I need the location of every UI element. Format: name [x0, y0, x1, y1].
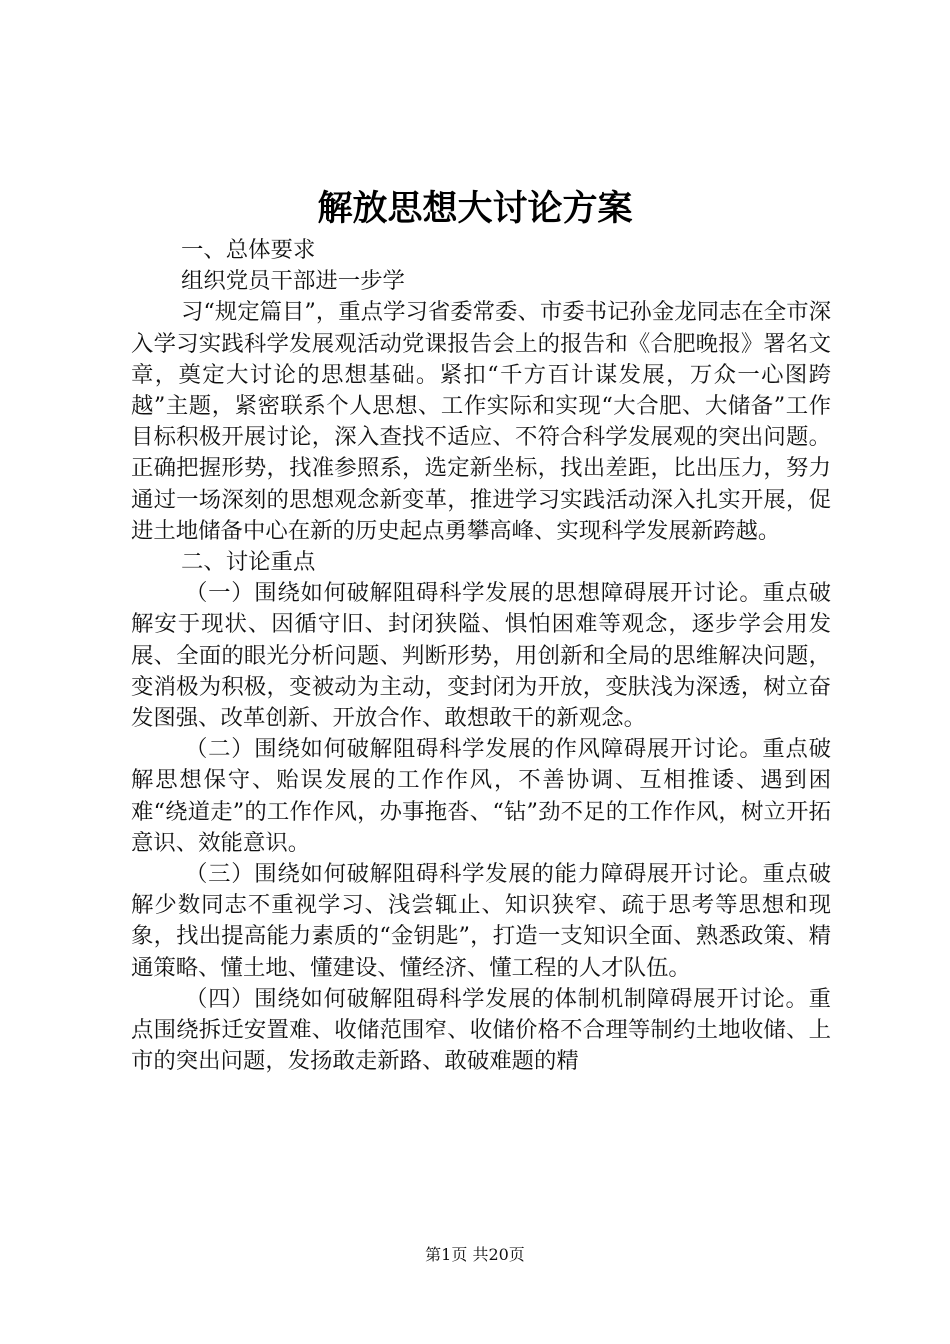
document-body	[131, 235, 831, 1077]
paragraph-study-content: 习“规定篇目”，重点学习省委常委、市委书记孙金龙同志在全市深入学习实践科学发展观活动党课报告会上的报告和《合肥晚报》署名文章，奠定大讨论的思想基础。紧扣“千方百计谋发展，万众一心图跨越”主题，紧密联系个人思想、工作实际和实现“大合肥、大储备”工作目标积极开展讨论，深入查找不适应、不符合科学发展观的突出问题。正确把握形势，找准参照系，选定新坐标，找出差距，比出压力，努力通过一场深刻的思想观念新变革，推进学习实践活动深入扎实开展，促进土地储备中心在新的历史起点勇攀高峰、实现科学发展新跨越。	[131, 299, 831, 544]
paragraph-item-2-work-style: （二）围绕如何破解阻碍科学发展的作风障碍展开讨论。重点破解思想保守、贻误发展的工作作风，不善协调、互相推诿、遇到困难“绕道走”的工作作风，办事拖沓、“钻”劲不足的工作作风，树立开拓意识、效能意识。	[131, 736, 831, 856]
section-heading-discussion-focus: 二、讨论重点	[181, 549, 316, 576]
paragraph-item-1-ideology: （一）围绕如何破解阻碍科学发展的思想障碍展开讨论。重点破解安于现状、因循守旧、封闭狭隘、惧怕困难等观念，逐步学会用发展、全面的眼光分析问题、判断形势，用创新和全局的思维解决问题，变消极为积极，变被动为主动，变封闭为开放，变肤浅为深透，树立奋发图强、改革创新、开放合作、敢想敢干的新观念。	[131, 580, 831, 732]
paragraph-item-4-mechanism: （四）围绕如何破解阻碍科学发展的体制机制障碍展开讨论。重点围绕拆迁安置难、收储范围窄、收储价格不合理等制约土地收储、上市的突出问题，发扬敢走新路、敢破难题的精	[131, 985, 831, 1075]
page-number-footer: 第1页 共20页	[425, 1245, 525, 1264]
page-title: 解放思想大讨论方案	[317, 188, 633, 229]
paragraph-item-3-ability: （三）围绕如何破解阻碍科学发展的能力障碍展开讨论。重点破解少数同志不重视学习、浅尝辄止、知识狭窄、疏于思考等思想和现象，找出提高能力素质的“金钥匙”，打造一支知识全面、熟悉政策、精通策略、懂土地、懂建设、懂经济、懂工程的人才队伍。	[131, 861, 831, 981]
paragraph-organize-intro: 组织党员干部进一步学	[181, 268, 405, 295]
section-heading-general-requirements: 一、总体要求	[181, 237, 316, 263]
